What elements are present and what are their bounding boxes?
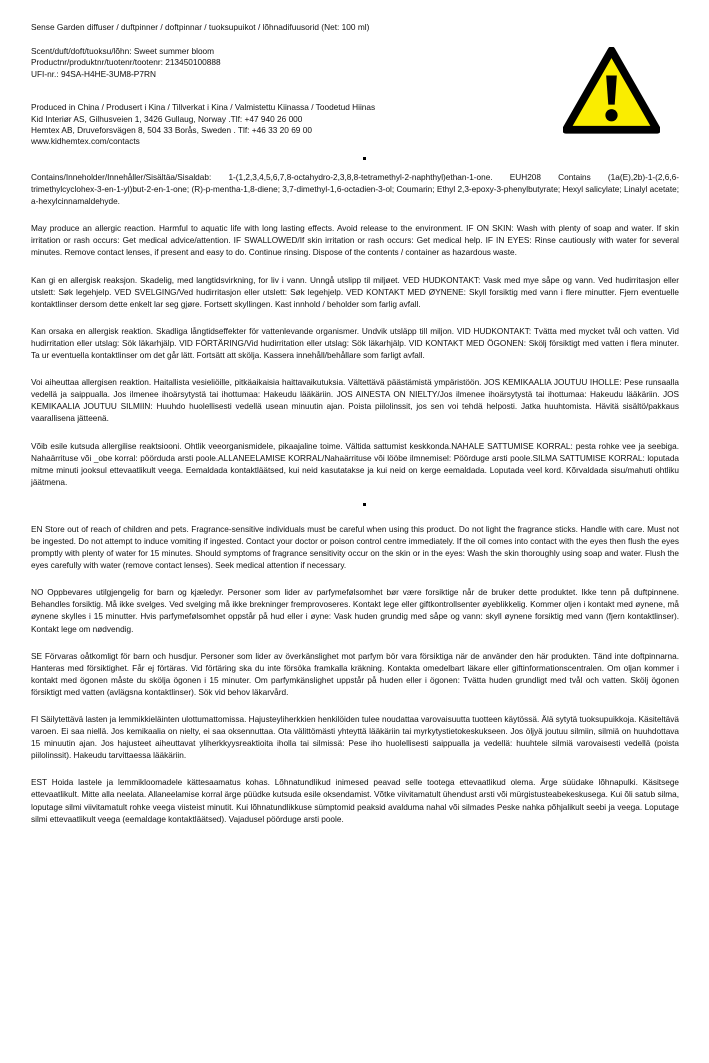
hazard-statement-et: Võib esile kutsuda allergilise reaktsiooni. Ohtlik veeorganismidele, pikaajaline toime. Vältida sattumist keskkonda.NAHALE SATTUMISE KORRAL: pesta rohke vee ja seebiga. Nahaärrituse või _obe korral: pöörduda arsti poole.ALLANEELAMISE KORRAL/Nahaärrituse või lööbe ilmnemisel: Pöörduge arsti poole.SILMA SATTUMISE KORRAL: loputada mitme minuti jooksul ettevaatlikult veega. Eemaldada kontaktläätsed, kui neid kasutatakse ja kui neid on kerge eemaldada. Loputada veel kord. Kõrvaldada sisu/mahuti ohtliku jäätmena. [31,441,679,487]
section-separator-bullet-top [31,154,679,163]
ufi-number-line: UFI-nr.: 94SA-H4HE-3UM8-P7RN [31,68,156,79]
spacer [31,509,679,524]
origin-line: Produced in China / Produsert i Kina / Tillverkat i Kina / Valmistettu Kiinassa / Toodetud Hiinas [31,102,376,113]
usage-instructions-fi: FI Säilytettävä lasten ja lemmikkieläinten ulottumattomissa. Hajusteyliherkkien henkilöiden tulee noudattaa varovaisuutta tuotteen käytössä. Älä sytytä tuoksupuikkoja. Käsiteltävä varoen. Ei saa niellä. Jos kemikaalia on nielty, ei saa oksennuttaa. Ota välittömästi yhteyttä lääkäriin tai myrkytystietokeskukseen. Jos öljyä joutuu silmiin, silmiä on huuhdottava 15 minuutin ajan. Jos hajusteet aiheuttavat yliherkkyysreaktioita iholla tai silmissä: Pese iho huolellisesti saippualla ja vedellä: huuhtele silmiä varovaisesti vedellä (poista piilolinssit). Hakeudu tarvittaessa lääkäriin. [31,715,679,761]
document-header [31,22,679,154]
usage-instructions-sv: SE Förvaras oåtkomligt för barn och husdjur. Personer som lider av överkänslighet mot parfym bör vara försiktiga när de använder den här produkten. Tänd inte doftpinnarna. Hanteras med försiktighet. Får ej förtäras. Vid förtäring ska du inte försöka framkalla kräkning. Kontakta omedelbart läkare eller giftinformationscentralen. Om oljan kommer i kontakt med ögonen måste du skölja ögonen i 15 minuter. Om parfymkänslighet uppstår på huden eller i ögonen: Tvätta huden grundligt med tvål och vatten. Skölj ögonen försiktigt med vatten (avlägsna kontaktlinser). Sök vid behov läkarvård. [31,651,679,697]
hazard-statement-en: May produce an allergic reaction. Harmful to aquatic life with long lasting effects. Avoid release to the environment. IF ON SKIN: Wash with plenty of soap and water. If skin irritation or rash occurs: Get medical advice/attention. IF SWALLOWED/If skin irritation or rash occurs: Get medical help. IF IN EYES: Rinse cautiously with water for several minutes. Remove contact lenses, if present and easy to do. Continue rinsing. Dispose of the contents / container as hazardous waste. [31,224,679,258]
website-line: www.kidhemtex.com/contacts [31,136,140,147]
address-sweden-line: Hemtex AB, Druveforsvägen 8, 504 33 Borås, Sweden . Tlf: +46 33 20 69 00 [31,125,312,136]
product-title: Sense Garden diffuser / duftpinner / doftpinnar / tuoksupuikot / lõhnadifuusorid (Net: 100 ml) [31,22,370,32]
document-body [31,172,679,826]
usage-instructions-en: EN Store out of reach of children and pets. Fragrance-sensitive individuals must be careful when using this product. Do not light the fragrance sticks. Handle with care. Must not be ingested. Do not attempt to induce vomiting if ingested. Contact your doctor or poison control centre immediately. If the oil comes into contact with the eyes then flush the eyes promptly with plenty of water for 15 minutes. Should symptoms of fragrance sensitivity occur on the skin or in the eyes: Wash the skin thoroughly using soap and water. Flush the eyes carefully with water (remove contact lenses). Seek medical attention if necessary. [31,524,679,571]
hazard-statement-no: Kan gi en allergisk reaksjon. Skadelig, med langtidsvirkning, for liv i vann. Unngå utslipp til miljøet. VED HUDKONTAKT: Vask med mye såpe og vann. Ved hudirritasjon eller utslett: Søk legehjelp. VED SVELGING/Ved hudirritasjon eller utslett: Søk legehjelp. VED KONTAKT MED ØYNENE: Skyll forsiktig med vann i flere minutter. Fjern eventuelle kontaktlinser dersom dette enkelt lar seg gjøre. Fortsett skyllingen. Kast innhold / beholder som farlig avfall. [31,275,679,309]
hazard-statement-fi: Voi aiheuttaa allergisen reaktion. Haitallista vesieliöille, pitkäaikaisia haittavaikutuksia. Vältettävä päästämistä ympäristöön. JOS KEMIKAALIA JOUTUU IHOLLE: Pese runsaalla vedellä ja saippualla. Jos ilmenee ihoärsytystä tai ihottumaa: Hakeudu lääkäriin. JOS AINESTA ON NIELTY/Jos ilmenee ihoärsytystä tai ihottumaa: Hakeudu lääkäriin. JOS KEMIKAALIA JOUTUU SILMIIN: Huuhdo huolellisesti vedellä usean minuutin ajan. Poista piilolinssit, jos sen voi tehdä helposti. Jatka huuhtomista. Hävitä sisältö/pakkaus vaarallisena jätteenä. [31,378,679,424]
usage-instructions-et: EST Hoida lastele ja lemmikloomadele kättesaamatus kohas. Lõhnatundlikud inimesed peavad selle tootega ettevaatlikud olema. Ärge süüdake lõhnapulki. Käsitsege ettevaatlikult. Mitte alla neelata. Allaneelamise korral ärge püüdke kutsuda esile oksendamist. Võtke viivitamatult ühendust arsti või mürgistusteabekeskusega. Kui õli satub silma, loputage silmi viivitamatult rohke veega viisteist minutit. Kui lõhnatundlikkuse sümptomid peaksid avalduma nahal või silmades Peske nahka põhjalikult seebi ja veega. Loputage silmi ettevaatlikult veega (eemaldage kontaktläätsed). Vajadusel pöörduge arsti poole. [31,778,679,824]
usage-instructions-no: NO Oppbevares utilgjengelig for barn og kjæledyr. Personer som lider av parfymefølsomhet bør være forsiktige når de bruker dette produktet. Ikke tenn på duftpinnene. Behandles forsiktig. Må ikke svelges. Ved svelging må ikke brekninger fremprovoseres. Kontakt lege eller giftkontrollsenter øyeblikkelig. Kommer oljen i kontakt med øynene, må øynene skylles i 15 minutter. Hvis parfymefølsomhet oppstår på hud eller i øyne: Vask huden grundig med såpe og vann: skyll øynene forsiktig med vann (fjern kontaktlinser). Kontakt lege om nødvendig. [31,588,679,634]
bullet-dot-icon [363,503,366,506]
scent-line: Scent/duft/doft/tuoksu/lõhn: Sweet summer bloom [31,46,215,56]
product-number-line: Productnr/produktnr/tuotenr/tootenr: 213450100888 [31,57,221,68]
address-norway-line: Kid Interiør AS, Gilhusveien 1, 3426 Gullaug, Norway .Tlf: +47 940 26 000 [31,113,303,124]
section-separator-bullet-middle [31,500,679,509]
warning-triangle-icon [563,47,660,135]
ingredients-paragraph: Contains/Inneholder/Innehåller/Sisältäa/Sisaldab: 1-(1,2,3,4,5,6,7,8-octahydro-2,3,8,8-tetramethyl-2-naphthyl)ethan-1-one. EUH208 Contains (1a(E),2b)-1-(2,6,6-trimethylcyclohex-3-en-1-yl)but-2-en-1-one; (R)-p-mentha-1,8-diene; 3,7-dimethyl-1,6-octadien-3-ol; Coumarin; Ethyl 2,3-epoxy-3-phenylbutyrate; Hexyl salicylate; Linalyl acetate; a-hexylcinnamaldehyde. [31,173,679,207]
hazard-statement-sv: Kan orsaka en allergisk reaktion. Skadliga långtidseffekter för vattenlevande organismer. Undvik utsläpp till miljon. VID HUDKONTAKT: Tvätta med mycket tvål och vatten. Vid hudirritation eller utslag: Sök läkarhjälp. VID FÖRTÄRING/Vid hudirritation eller utslag: Sök läkarhjälp. VID KONTAKT MED ÖGONEN: Skölj försiktigt med vatten i flera minuter. Ta ur eventuella kontaktlinser om det går lätt. Fortsätt att skölja. Kassera innehåll/behållare som farligt avfall. [31,326,679,361]
bullet-dot-icon [363,157,366,160]
